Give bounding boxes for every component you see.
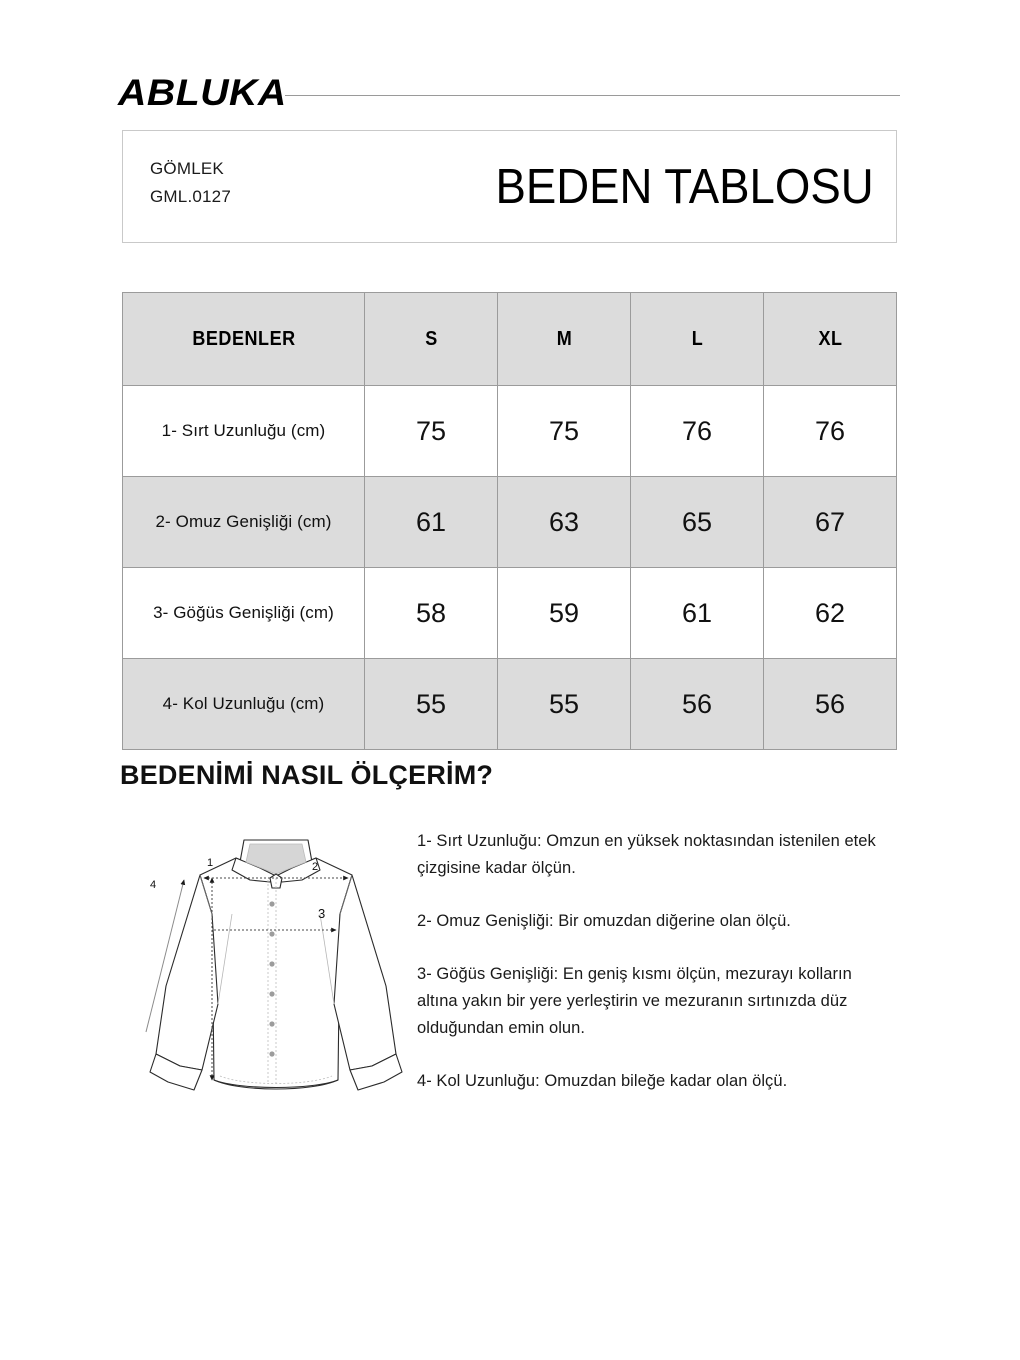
how-to-measure-heading: BEDENİMİ NASIL ÖLÇERİM? <box>120 760 494 790</box>
measurement-value: 55 <box>365 659 498 750</box>
measurement-value: 59 <box>498 568 631 659</box>
measurement-value: 65 <box>631 477 764 568</box>
table-row <box>123 386 897 477</box>
instruction-4: 4- Kol Uzunluğu: Omuzdan bileğe kadar olan ölçü. <box>417 1072 788 1090</box>
measurement-label: 3- Göğüs Genişliği (cm) <box>123 568 365 659</box>
measurement-value: 61 <box>631 568 764 659</box>
shirt-measurement-diagram <box>140 818 412 1110</box>
measurement-value: 76 <box>631 386 764 477</box>
column-header-xl: XL <box>770 293 890 386</box>
measurement-value: 62 <box>764 568 897 659</box>
measurement-value: 63 <box>498 477 631 568</box>
measurement-value: 58 <box>365 568 498 659</box>
diagram-marker-3: 3 <box>318 906 326 921</box>
product-info <box>150 155 231 211</box>
column-header-l: L <box>637 293 757 386</box>
table-row <box>123 477 897 568</box>
document-header-box <box>122 130 897 243</box>
measurement-label: 2- Omuz Genişliği (cm) <box>123 477 365 568</box>
diagram-marker-1: 1 <box>207 857 214 869</box>
measurement-value: 56 <box>764 659 897 750</box>
measurement-label: 1- Sırt Uzunluğu (cm) <box>123 386 365 477</box>
product-code: GML.0127 <box>150 187 231 206</box>
table-header-row <box>123 293 897 386</box>
diagram-marker-2: 2 <box>312 861 319 873</box>
page-title: BEDEN TABLOSU <box>495 159 874 214</box>
product-type: GÖMLEK <box>150 159 224 178</box>
instruction-3: 3- Göğüs Genişliği: En geniş kısmı ölçün, mezurayı kolların altına yakın bir yere yerleştirin ve mezuranın sırtınızda düz olduğundan emin olun. <box>417 965 852 1037</box>
size-chart-table <box>122 292 897 750</box>
measurement-value: 75 <box>365 386 498 477</box>
instruction-2: 2- Omuz Genişliği: Bir omuzdan diğerine olan ölçü. <box>417 912 791 930</box>
table-row <box>123 568 897 659</box>
measurement-value: 76 <box>764 386 897 477</box>
abluka-logo: ABLUKA <box>118 71 287 113</box>
shirt-illustration-svg <box>140 818 412 1110</box>
measurement-label: 4- Kol Uzunluğu (cm) <box>123 659 365 750</box>
column-header-s: S <box>371 293 491 386</box>
column-header-sizes: BEDENLER <box>135 293 353 386</box>
brand-header <box>118 72 900 112</box>
header-divider-rule <box>285 95 900 96</box>
measurement-value: 55 <box>498 659 631 750</box>
instruction-1: 1- Sırt Uzunluğu: Omzun en yüksek noktasından istenilen etek çizgisine kadar ölçün. <box>417 832 876 877</box>
measurement-value: 61 <box>365 477 498 568</box>
measurement-instructions <box>417 828 889 1095</box>
measurement-value: 75 <box>498 386 631 477</box>
diagram-marker-4: 4 <box>150 879 157 891</box>
measurement-value: 67 <box>764 477 897 568</box>
table-row <box>123 659 897 750</box>
column-header-m: M <box>504 293 624 386</box>
measurement-value: 56 <box>631 659 764 750</box>
